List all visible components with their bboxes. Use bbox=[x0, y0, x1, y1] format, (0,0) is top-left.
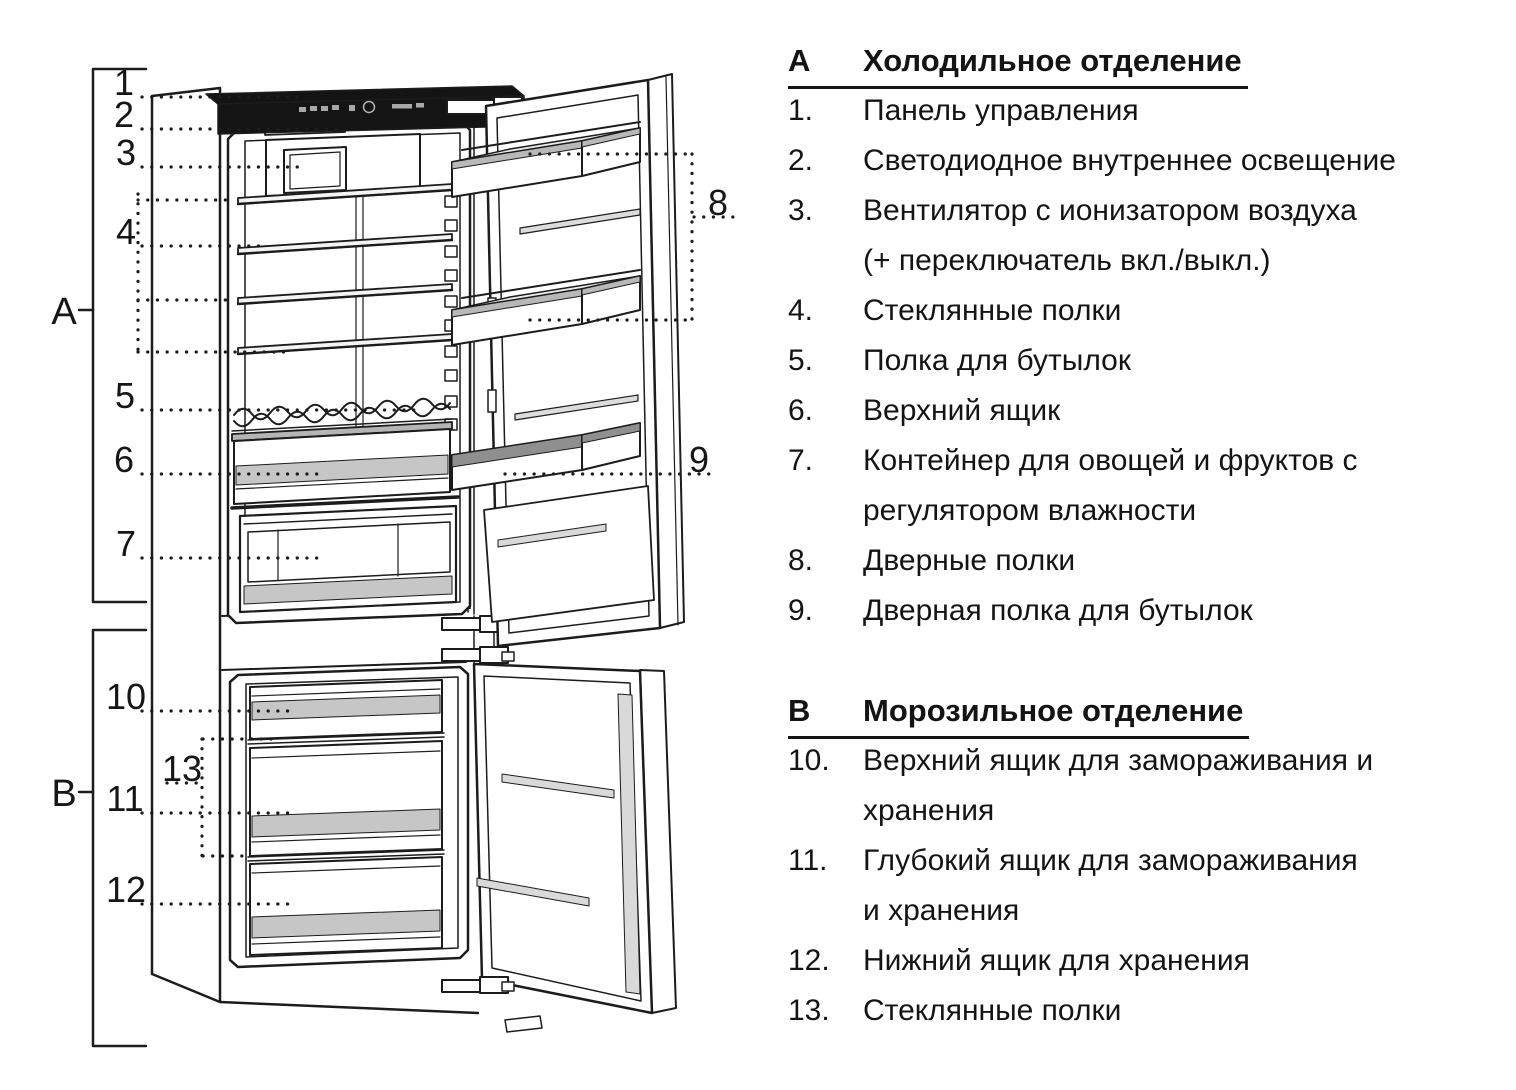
legend-item-number: 10. bbox=[788, 744, 830, 777]
legend-section-header bbox=[788, 686, 1249, 739]
label-7: 7 bbox=[115, 523, 137, 564]
legend-item-number: 3. bbox=[788, 194, 814, 227]
label-3: 3 bbox=[115, 132, 137, 173]
legend-item-text bbox=[863, 536, 1510, 586]
legend-section-letter: B bbox=[788, 693, 811, 728]
legend-item-number: 8. bbox=[788, 544, 814, 577]
label-11: 11 bbox=[106, 778, 144, 819]
legend-item-number: 6. bbox=[788, 394, 814, 427]
crisper-container bbox=[240, 506, 456, 612]
legend-section-title: Морозильное отделение bbox=[863, 693, 1244, 728]
legend-item bbox=[788, 936, 1510, 986]
legend-item bbox=[788, 836, 1510, 936]
legend-item-text bbox=[863, 86, 1510, 136]
legend-item bbox=[788, 436, 1510, 536]
label-4: 4 bbox=[115, 211, 137, 252]
door-latch-tab-2 bbox=[488, 390, 496, 412]
legend-item-text bbox=[863, 386, 1510, 436]
legend-item-line: Вентилятор с ионизатором воздуха bbox=[863, 194, 1357, 227]
legend-item-text bbox=[863, 286, 1510, 336]
freezer-drawer-top bbox=[250, 680, 442, 739]
legend-item-line: Светодиодное внутреннее освещение bbox=[863, 144, 1396, 177]
legend-item bbox=[788, 286, 1510, 336]
fan-ionizer bbox=[266, 134, 420, 196]
legend-section bbox=[788, 686, 1510, 1036]
label-2: 2 bbox=[113, 94, 135, 135]
legend-item bbox=[788, 186, 1510, 286]
legend-item-number: 13. bbox=[788, 994, 830, 1027]
freezer-drawer-deep bbox=[250, 741, 442, 856]
label-6: 6 bbox=[113, 439, 135, 480]
legend-item bbox=[788, 136, 1510, 186]
legend-item-text bbox=[863, 936, 1510, 986]
fan-panel bbox=[266, 134, 420, 196]
legend-item-number: 4. bbox=[788, 294, 814, 327]
legend-item-line: Контейнер для овощей и фруктов с bbox=[863, 444, 1358, 477]
label-8: 8 bbox=[707, 182, 729, 223]
legend-section bbox=[788, 36, 1510, 636]
freezer-drawer-bottom bbox=[250, 857, 442, 955]
fridge-compartment bbox=[228, 122, 470, 623]
legend-item-line: Дверные полки bbox=[863, 544, 1076, 577]
legend-item bbox=[788, 86, 1510, 136]
legend-item bbox=[788, 336, 1510, 386]
label-bracket-b: B bbox=[51, 773, 77, 815]
cabinet-side-panel bbox=[152, 88, 220, 1002]
legend-item-number: 5. bbox=[788, 344, 814, 377]
cabinet-bottom-edge bbox=[220, 1002, 478, 1013]
legend-item-text bbox=[863, 736, 1510, 836]
legend-section-header bbox=[788, 36, 1248, 89]
legend-item-text bbox=[863, 986, 1510, 1036]
legend-item-line: Стеклянные полки bbox=[863, 294, 1122, 327]
legend-section-title: Холодильное отделение bbox=[863, 43, 1242, 78]
label-9: 9 bbox=[688, 439, 710, 480]
legend-item-line: регулятором влажности bbox=[863, 494, 1197, 527]
label-1: 1 bbox=[113, 62, 135, 103]
label-13: 13 bbox=[161, 748, 203, 789]
legend-item-line: Глубокий ящик для замораживания bbox=[863, 844, 1358, 877]
label-12: 12 bbox=[105, 869, 147, 910]
label-bracket-a: A bbox=[51, 291, 77, 333]
legend-section-letter: A bbox=[788, 43, 811, 78]
legend-item-line: Верхний ящик для замораживания и bbox=[863, 744, 1374, 777]
legend-item-number: 1. bbox=[788, 94, 814, 127]
legend-item-text bbox=[863, 586, 1510, 636]
legend-item bbox=[788, 736, 1510, 836]
legend-item-line: Нижний ящик для хранения bbox=[863, 944, 1250, 977]
hinge-lower-bar bbox=[442, 649, 482, 661]
legend-item-number: 11. bbox=[788, 844, 828, 877]
legend-item-number: 7. bbox=[788, 444, 814, 477]
legend-item-number: 9. bbox=[788, 594, 814, 627]
legend-item-text bbox=[863, 136, 1510, 186]
legend-item-line: и хранения bbox=[863, 894, 1020, 927]
label-10: 10 bbox=[105, 676, 147, 717]
freezer-compartment bbox=[230, 667, 468, 967]
upper-drawer bbox=[232, 422, 452, 504]
legend-item-line: Верхний ящик bbox=[863, 394, 1061, 427]
hinge-upper-bar bbox=[442, 618, 482, 630]
legend-item-text bbox=[863, 836, 1510, 936]
legend-item bbox=[788, 536, 1510, 586]
legend-item-number: 2. bbox=[788, 144, 814, 177]
label-5: 5 bbox=[114, 375, 136, 416]
fridge-door bbox=[452, 74, 684, 646]
legend-item bbox=[788, 586, 1510, 636]
freezer-door bbox=[442, 664, 676, 1032]
legend-item-number: 12. bbox=[788, 944, 830, 977]
legend-item bbox=[788, 986, 1510, 1036]
legend-item-line: Панель управления bbox=[863, 94, 1139, 127]
legend-item-line: Полка для бутылок bbox=[863, 344, 1131, 377]
legend-item bbox=[788, 386, 1510, 436]
legend-item-line: Стеклянные полки bbox=[863, 994, 1122, 1027]
legend-item-line: Дверная полка для бутылок bbox=[863, 594, 1253, 627]
legend bbox=[788, 36, 1510, 1036]
legend-item-text bbox=[863, 186, 1510, 286]
legend-item-text bbox=[863, 436, 1510, 536]
legend-item-line: хранения bbox=[863, 794, 995, 827]
door-lower-panel bbox=[484, 486, 654, 622]
legend-item-text bbox=[863, 336, 1510, 386]
legend-item-line: (+ переключатель вкл./выкл.) bbox=[863, 244, 1271, 277]
